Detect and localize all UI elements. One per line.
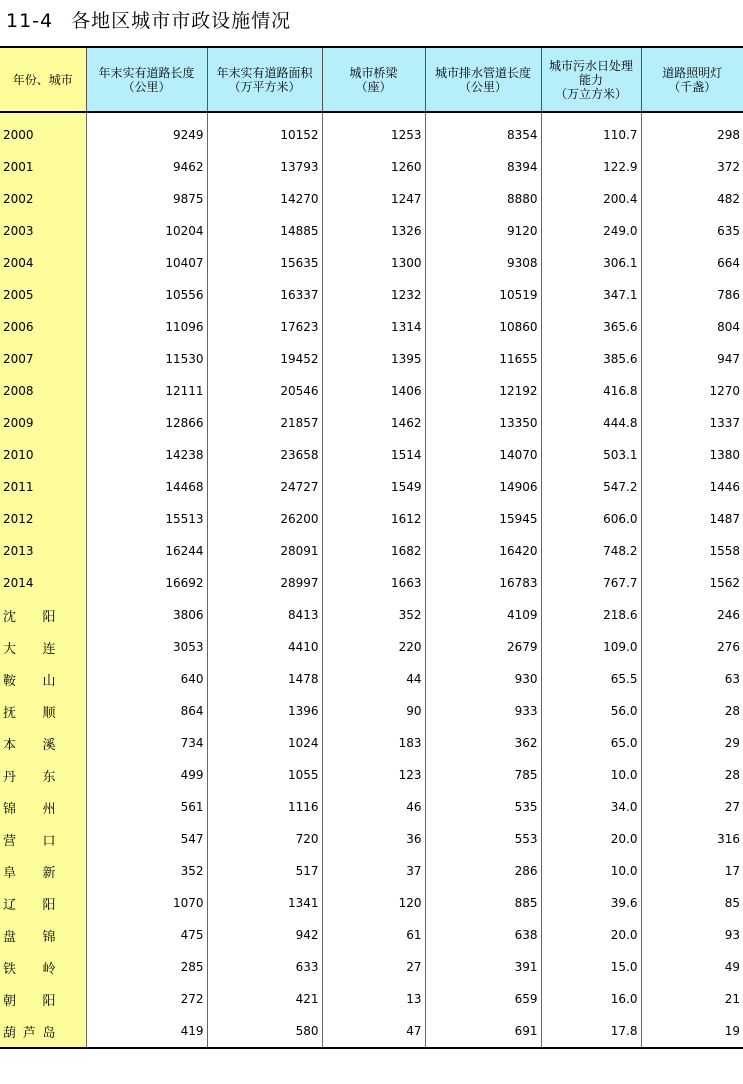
table-cell: 3806 [86,599,207,631]
table-cell: 46 [322,791,425,823]
row-year-label: 2000 [0,112,86,151]
table-cell: 15945 [425,503,541,535]
table-cell: 804 [641,311,743,343]
table-cell: 10860 [425,311,541,343]
table-cell: 306.1 [541,247,641,279]
page-title [6,6,291,33]
table-cell: 16420 [425,535,541,567]
table-row [0,535,743,567]
table-cell: 65.5 [541,663,641,695]
table-cell: 1247 [322,183,425,215]
table-cell: 17 [641,855,743,887]
table-cell: 659 [425,983,541,1015]
table-cell: 9875 [86,183,207,215]
table-row [0,183,743,215]
table-cell: 1663 [322,567,425,599]
table-cell: 61 [322,919,425,951]
row-city-label: 盘锦 [0,919,86,951]
table-row [0,503,743,535]
row-year-label: 2013 [0,535,86,567]
row-city-label: 辽阳 [0,887,86,919]
table-cell: 28997 [207,567,322,599]
table-cell: 547.2 [541,471,641,503]
table-cell: 1478 [207,663,322,695]
row-year-label: 2010 [0,439,86,471]
column-header-unit: （公里） [122,79,171,94]
table-cell: 10519 [425,279,541,311]
table-cell: 885 [425,887,541,919]
table-cell: 930 [425,663,541,695]
table-cell: 421 [207,983,322,1015]
table-cell: 1253 [322,112,425,151]
table-cell: 10152 [207,112,322,151]
table-cell: 17.8 [541,1015,641,1048]
table-cell: 15.0 [541,951,641,983]
table-cell: 10.0 [541,855,641,887]
table-cell: 1116 [207,791,322,823]
table-cell: 37 [322,855,425,887]
table-cell: 444.8 [541,407,641,439]
table-cell: 1300 [322,247,425,279]
column-header-unit: （万立方米） [554,86,627,101]
table-cell: 8354 [425,112,541,151]
table-cell: 16692 [86,567,207,599]
row-city-label: 朝阳 [0,983,86,1015]
table-cell: 14070 [425,439,541,471]
table-cell: 16337 [207,279,322,311]
table-row [0,247,743,279]
table-cell: 1487 [641,503,743,535]
table-cell: 8413 [207,599,322,631]
table-row [0,151,743,183]
table-cell: 419 [86,1015,207,1048]
table-cell: 1232 [322,279,425,311]
table-cell: 1514 [322,439,425,471]
table-cell: 1337 [641,407,743,439]
table-cell: 640 [86,663,207,695]
table-cell: 28 [641,695,743,727]
table-row [0,215,743,247]
table-cell: 47 [322,1015,425,1048]
table-cell: 122.9 [541,151,641,183]
table-row [0,599,743,631]
table-cell: 13 [322,983,425,1015]
table-cell: 785 [425,759,541,791]
row-city-label: 大连 [0,631,86,663]
table-row [0,759,743,791]
table-row [0,471,743,503]
table-cell: 1024 [207,727,322,759]
table-row [0,343,743,375]
table-cell: 1558 [641,535,743,567]
table-row [0,887,743,919]
table-row [0,983,743,1015]
table-cell: 8880 [425,183,541,215]
table-cell: 475 [86,919,207,951]
table-cell: 20.0 [541,919,641,951]
row-year-label: 2002 [0,183,86,215]
column-header-label: 城市桥梁 [349,65,398,80]
table-cell: 664 [641,247,743,279]
table-cell: 10556 [86,279,207,311]
table-cell: 15635 [207,247,322,279]
column-header-unit: （座） [355,79,392,94]
row-city-label: 葫芦岛 [0,1015,86,1048]
table-row [0,631,743,663]
table-cell: 39.6 [541,887,641,919]
table-cell: 14906 [425,471,541,503]
table-row [0,407,743,439]
row-city-label: 锦州 [0,791,86,823]
column-header-label: 城市污水日处理能力 [548,58,633,87]
table-cell: 298 [641,112,743,151]
table-cell: 65.0 [541,727,641,759]
column-header-unit: （千盏） [668,79,717,94]
table-row [0,439,743,471]
table-cell: 347.1 [541,279,641,311]
table-row [0,695,743,727]
table-cell: 561 [86,791,207,823]
row-city-label: 鞍山 [0,663,86,695]
row-city-label: 丹东 [0,759,86,791]
table-cell: 44 [322,663,425,695]
table-cell: 365.6 [541,311,641,343]
table-cell: 3053 [86,631,207,663]
table-cell: 21857 [207,407,322,439]
table-row [0,311,743,343]
table-title: 各地区城市市政设施情况 [71,10,292,32]
table-body [0,112,743,1048]
table-cell: 14270 [207,183,322,215]
row-city-label: 抚顺 [0,695,86,727]
table-row [0,855,743,887]
table-cell: 9462 [86,151,207,183]
row-year-label: 2009 [0,407,86,439]
table-row [0,375,743,407]
table-cell: 85 [641,887,743,919]
table-cell: 933 [425,695,541,727]
row-city-label: 阜新 [0,855,86,887]
column-header [541,47,641,112]
column-header [641,47,743,112]
table-cell: 1396 [207,695,322,727]
table-cell: 12192 [425,375,541,407]
row-year-label: 2012 [0,503,86,535]
table-cell: 27 [641,791,743,823]
table-cell: 2679 [425,631,541,663]
table-cell: 316 [641,823,743,855]
table-cell: 1682 [322,535,425,567]
column-header-label: 道路照明灯 [662,65,723,80]
table-cell: 9120 [425,215,541,247]
table-cell: 120 [322,887,425,919]
table-cell: 12111 [86,375,207,407]
table-cell: 16244 [86,535,207,567]
column-header-label: 年末实有道路面积 [216,65,313,80]
row-year-label: 2011 [0,471,86,503]
table-cell: 547 [86,823,207,855]
row-city-label: 铁岭 [0,951,86,983]
table-cell: 372 [641,151,743,183]
table-cell: 20546 [207,375,322,407]
table-cell: 20.0 [541,823,641,855]
table-row [0,791,743,823]
table-cell: 1462 [322,407,425,439]
table-cell: 767.7 [541,567,641,599]
table-cell: 93 [641,919,743,951]
table-cell: 218.6 [541,599,641,631]
table-row [0,663,743,695]
table-cell: 24727 [207,471,322,503]
table-cell: 27 [322,951,425,983]
table-cell: 123 [322,759,425,791]
column-header [86,47,207,112]
table-row [0,919,743,951]
table-cell: 12866 [86,407,207,439]
table-cell: 10204 [86,215,207,247]
table-cell: 553 [425,823,541,855]
table-cell: 503.1 [541,439,641,471]
table-cell: 200.4 [541,183,641,215]
table-cell: 748.2 [541,535,641,567]
table-row [0,951,743,983]
column-header [322,47,425,112]
table-cell: 720 [207,823,322,855]
table-cell: 16.0 [541,983,641,1015]
table-cell: 1612 [322,503,425,535]
table-cell: 362 [425,727,541,759]
table-cell: 1446 [641,471,743,503]
table-row [0,823,743,855]
table-cell: 635 [641,215,743,247]
table-cell: 482 [641,183,743,215]
table-cell: 26200 [207,503,322,535]
table-cell: 272 [86,983,207,1015]
column-header-label: 城市排水管道长度 [434,65,531,80]
table-cell: 734 [86,727,207,759]
table-cell: 691 [425,1015,541,1048]
row-year-label: 2008 [0,375,86,407]
table-cell: 63 [641,663,743,695]
table-cell: 8394 [425,151,541,183]
table-cell: 1406 [322,375,425,407]
table-cell: 4410 [207,631,322,663]
table-cell: 11530 [86,343,207,375]
row-city-label: 沈阳 [0,599,86,631]
table-cell: 183 [322,727,425,759]
table-cell: 1380 [641,439,743,471]
table-cell: 1341 [207,887,322,919]
row-year-label: 2007 [0,343,86,375]
table-cell: 638 [425,919,541,951]
table-cell: 499 [86,759,207,791]
table-cell: 109.0 [541,631,641,663]
table-cell: 942 [207,919,322,951]
column-header [0,47,86,112]
table-cell: 13793 [207,151,322,183]
table-cell: 15513 [86,503,207,535]
table-cell: 246 [641,599,743,631]
table-cell: 4109 [425,599,541,631]
table-cell: 1562 [641,567,743,599]
table-cell: 110.7 [541,112,641,151]
table-cell: 947 [641,343,743,375]
table-cell: 17623 [207,311,322,343]
table-cell: 535 [425,791,541,823]
header-row [0,47,743,112]
table-cell: 34.0 [541,791,641,823]
table-cell: 1055 [207,759,322,791]
table-row [0,279,743,311]
table-cell: 1070 [86,887,207,919]
table-cell: 14468 [86,471,207,503]
table-cell: 90 [322,695,425,727]
table-row [0,112,743,151]
table-cell: 14885 [207,215,322,247]
column-header [425,47,541,112]
table-cell: 286 [425,855,541,887]
table-cell: 19452 [207,343,322,375]
table-cell: 385.6 [541,343,641,375]
row-city-label: 营口 [0,823,86,855]
column-header-unit: （公里） [458,79,507,94]
table-cell: 285 [86,951,207,983]
table-cell: 249.0 [541,215,641,247]
table-cell: 11655 [425,343,541,375]
table-cell: 1270 [641,375,743,407]
table-number: 11-4 [6,10,54,32]
column-header [207,47,322,112]
table-row [0,1015,743,1048]
table-cell: 517 [207,855,322,887]
table-cell: 352 [322,599,425,631]
data-table [0,46,743,1049]
column-header-label: 年份、城市 [12,72,73,87]
table-row [0,567,743,599]
column-header-unit: （万平方米） [228,79,301,94]
table-cell: 1260 [322,151,425,183]
row-year-label: 2006 [0,311,86,343]
table-cell: 352 [86,855,207,887]
table-cell: 580 [207,1015,322,1048]
table-cell: 14238 [86,439,207,471]
table-cell: 23658 [207,439,322,471]
table-cell: 19 [641,1015,743,1048]
table-cell: 21 [641,983,743,1015]
row-year-label: 2005 [0,279,86,311]
table-cell: 10.0 [541,759,641,791]
table-cell: 9249 [86,112,207,151]
table-cell: 633 [207,951,322,983]
table-cell: 11096 [86,311,207,343]
table-cell: 1549 [322,471,425,503]
table-cell: 9308 [425,247,541,279]
table-cell: 28091 [207,535,322,567]
table-cell: 1314 [322,311,425,343]
table-cell: 864 [86,695,207,727]
table-cell: 36 [322,823,425,855]
table-cell: 786 [641,279,743,311]
table-cell: 10407 [86,247,207,279]
table-cell: 29 [641,727,743,759]
row-year-label: 2004 [0,247,86,279]
table-cell: 13350 [425,407,541,439]
table-cell: 276 [641,631,743,663]
table-header [0,47,743,112]
table-row [0,727,743,759]
table-cell: 1395 [322,343,425,375]
table-cell: 49 [641,951,743,983]
row-year-label: 2001 [0,151,86,183]
table-cell: 1326 [322,215,425,247]
table-cell: 56.0 [541,695,641,727]
table-cell: 220 [322,631,425,663]
row-city-label: 本溪 [0,727,86,759]
table-cell: 391 [425,951,541,983]
row-year-label: 2014 [0,567,86,599]
table-cell: 606.0 [541,503,641,535]
table-cell: 16783 [425,567,541,599]
table-cell: 416.8 [541,375,641,407]
column-header-label: 年末实有道路长度 [98,65,195,80]
row-year-label: 2003 [0,215,86,247]
table-cell: 28 [641,759,743,791]
